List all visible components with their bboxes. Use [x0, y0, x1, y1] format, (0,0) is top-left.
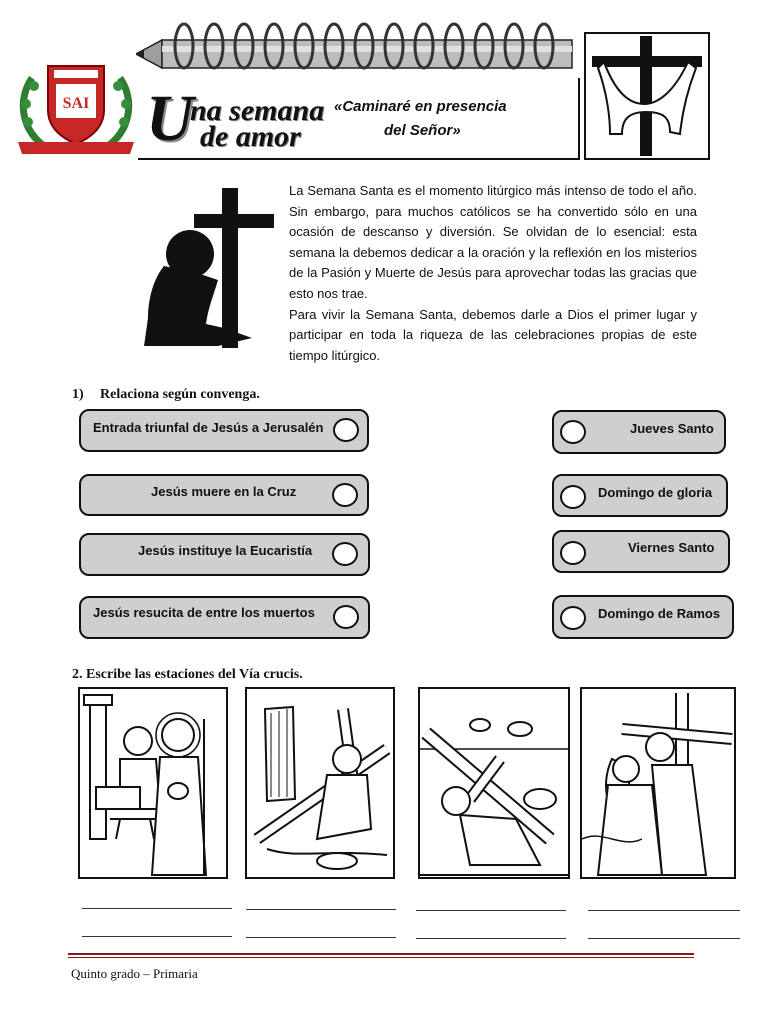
cross-with-cloth-image: [584, 32, 710, 160]
match-item-left-4-label: Jesús resucita de entre los muertos: [93, 605, 315, 620]
kneeling-child-with-cross-image: [134, 188, 278, 358]
intro-paragraph-1: La Semana Santa es el momento litúrgico más intenso de todo el año. Sin embargo, para muchos católicos se ha convertido sólo en una ocasión de descanso y diversión. Se olvidan de lo esencial: esta semana la debemos dedicar a la oración y la reflexión en los misterios de la Pasión y Muerte de Jesús para aprovechar todas las gracias que esto nos trae.: [289, 183, 697, 301]
answer-line-1b[interactable]: [82, 936, 232, 937]
question-2-heading: 2. Escribe las estaciones del Vía crucis.: [72, 667, 303, 682]
school-crest-icon: [14, 58, 138, 162]
match-circle-left-1[interactable]: [333, 418, 359, 442]
match-item-left-4: [79, 596, 370, 639]
question-1-number: 1): [72, 387, 84, 402]
match-item-left-1-label: Entrada triunfal de Jesús a Jerusalén: [93, 420, 324, 435]
answer-line-2b[interactable]: [246, 937, 396, 938]
station-panel-4: [580, 687, 736, 879]
match-item-right-2-label: Domingo de gloria: [598, 485, 713, 500]
match-circle-left-3[interactable]: [332, 542, 358, 566]
station-panel-1: [78, 687, 228, 879]
match-circle-left-2[interactable]: [332, 483, 358, 507]
intro-paragraph-2: Para vivir la Semana Santa, debemos darle a Dios el primer lugar y participar en toda la riqueza de las celebraciones propias de este tiempo litúrgico.: [289, 306, 697, 363]
jesus-carries-cross-icon: [247, 689, 393, 877]
match-item-left-3: [79, 533, 370, 576]
question-1-heading: [72, 387, 260, 403]
title-banner: [136, 20, 580, 162]
answer-line-1a[interactable]: [82, 908, 232, 909]
match-circle-left-4[interactable]: [333, 605, 359, 629]
answer-line-3b[interactable]: [416, 938, 566, 939]
match-circle-right-1[interactable]: [560, 420, 586, 444]
cross-icon: [586, 34, 708, 158]
question-1-title: Relaciona según convenga.: [100, 387, 260, 402]
match-item-left-3-label: Jesús instituye la Eucaristía: [138, 543, 313, 558]
jesus-condemned-icon: [80, 689, 226, 877]
praying-child-icon: [134, 188, 278, 358]
answer-line-3a[interactable]: [416, 910, 566, 911]
station-panel-2: [245, 687, 395, 879]
match-item-right-4: [552, 595, 734, 639]
title-line-1: na semana: [190, 94, 325, 127]
logo-letters: SAI: [62, 95, 90, 112]
match-item-right-4-label: Domingo de Ramos: [598, 606, 721, 621]
quote-line-1: «Caminaré en presencia: [334, 98, 507, 115]
answer-line-4b[interactable]: [588, 938, 740, 939]
match-item-right-1: [552, 410, 726, 454]
match-item-left-2: [79, 474, 369, 516]
answer-line-4a[interactable]: [588, 910, 740, 911]
jesus-meets-mother-icon: [582, 689, 734, 877]
match-item-right-2: [552, 474, 728, 517]
match-item-left-1: [79, 409, 369, 452]
title-line-2: de amor: [200, 120, 301, 153]
footer-rule-bottom: [68, 957, 694, 958]
school-logo: [14, 58, 138, 162]
footer-text: Quinto grado – Primaria: [71, 966, 198, 981]
match-circle-right-3[interactable]: [560, 541, 586, 565]
match-item-right-3: [552, 530, 730, 573]
match-item-right-1-label: Jueves Santo: [630, 421, 714, 436]
answer-line-2a[interactable]: [246, 909, 396, 910]
jesus-falls-icon: [420, 689, 568, 877]
match-circle-right-4[interactable]: [560, 606, 586, 630]
match-item-right-3-label: Viernes Santo: [628, 540, 715, 555]
quote-line-2: del Señor»: [384, 122, 461, 139]
station-panel-3: [418, 687, 570, 879]
match-item-left-2-label: Jesús muere en la Cruz: [151, 484, 297, 499]
title-initial: U: [146, 82, 194, 155]
match-circle-right-2[interactable]: [560, 485, 586, 509]
pencil-spiral-icon: [136, 20, 580, 84]
intro-text: [289, 181, 697, 366]
footer-rule-top: [68, 953, 694, 955]
